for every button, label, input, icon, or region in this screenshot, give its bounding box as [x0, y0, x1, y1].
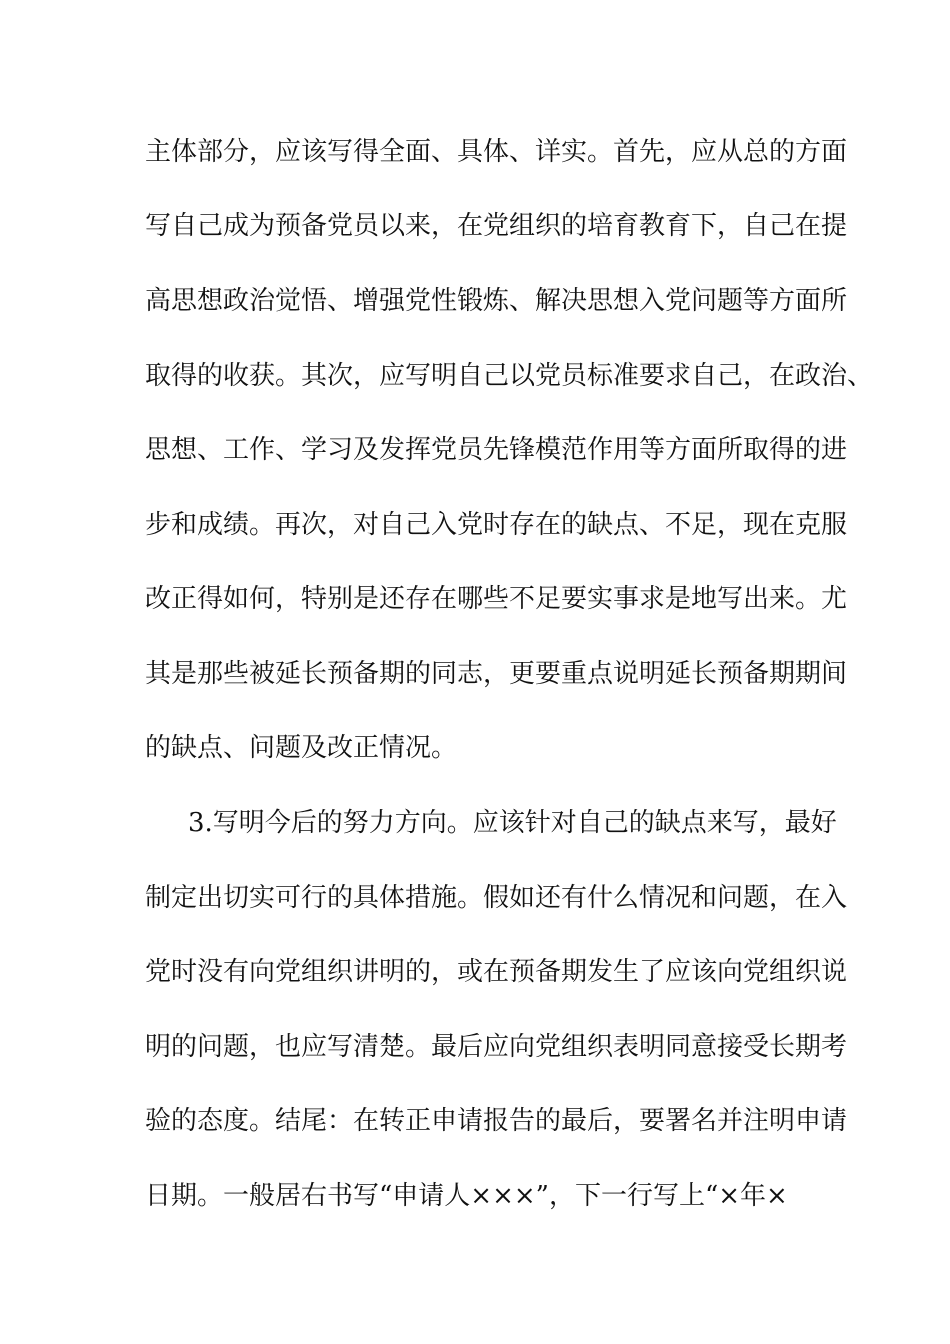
text-line: 明的问题，也应写清楚。最后应向党组织表明同意接受长期考 — [145, 1032, 848, 1062]
text-line: 取得的收获。其次，应写明自己以党员标准要求自己，在政治、 — [145, 361, 874, 391]
text-line: 的缺点、问题及改正情况。 — [145, 733, 458, 763]
text-line: 其是那些被延长预备期的同志，更要重点说明延长预备期期间 — [145, 659, 848, 689]
text-line: 主体部分，应该写得全面、具体、详实。首先，应从总的方面 — [145, 137, 848, 167]
text-line: 验的态度。结尾：在转正申请报告的最后，要署名并注明申请 — [145, 1106, 848, 1136]
text-line: 步和成绩。再次，对自己入党时存在的缺点、不足，现在克服 — [145, 510, 848, 540]
text-line: 党时没有向党组织讲明的，或在预备期发生了应该向党组织说 — [145, 957, 848, 987]
text-line: 改正得如何，特别是还存在哪些不足要实事求是地写出来。尤 — [145, 584, 848, 614]
text-line: 日期。一般居右书写“申请人×××”，下一行写上“×年× — [145, 1181, 788, 1211]
text-line: 高思想政治觉悟、增强党性锻炼、解决思想入党问题等方面所 — [145, 286, 848, 316]
text-line: 写自己成为预备党员以来，在党组织的培育教育下，自己在提 — [145, 211, 848, 241]
text-line: 制定出切实可行的具体措施。假如还有什么情况和问题，在入 — [145, 883, 848, 913]
paragraph-start-line: 3.写明今后的努力方向。应该针对自己的缺点来写，最好 — [188, 808, 837, 838]
text-line: 思想、工作、学习及发挥党员先锋模范作用等方面所取得的进 — [145, 435, 848, 465]
